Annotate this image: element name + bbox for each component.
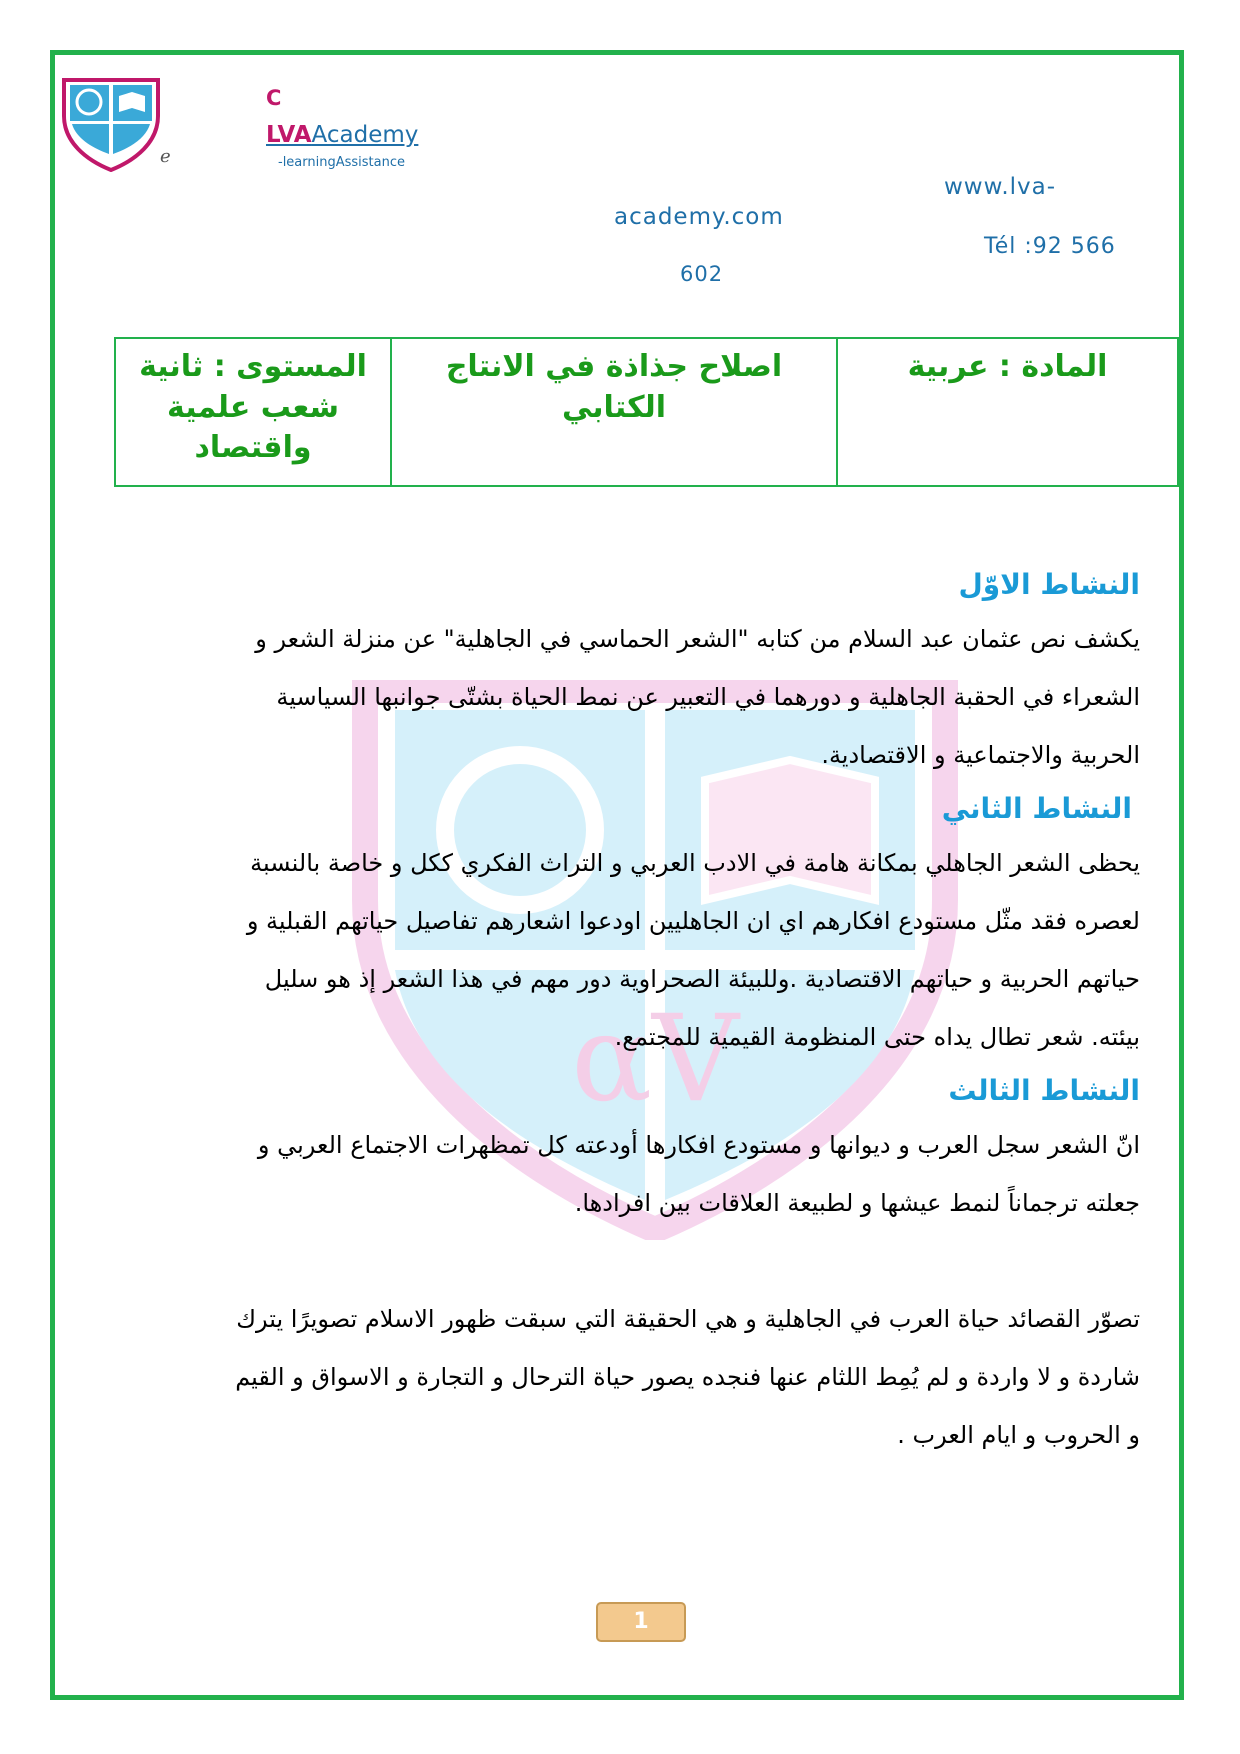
paragraph-line: بيئته. شعر تطال يداه حتى المنظومة القيمية للمجتمع. xyxy=(614,1023,1140,1051)
paragraph-line: تصوّر القصائد حياة العرب في الجاهلية و هي الحقيقة التي سبقت ظهور الاسلام تصويرًا يترك xyxy=(236,1305,1140,1333)
paragraph-line: يحظى الشعر الجاهلي بمكانة هامة في الادب العربي و التراث الفكري ككل و خاصة بالنسبة xyxy=(250,849,1140,877)
closing-paragraph xyxy=(145,1290,1140,1464)
subject-label: المادة : عربية xyxy=(907,349,1108,384)
phone-number: Tél :92 566 xyxy=(984,234,1116,259)
section-3 xyxy=(145,1066,1140,1232)
level-line-2: شعب علمية xyxy=(167,389,339,425)
paragraph-line: الشعراء في الحقبة الجاهلية و دورهما في التعبير عن نمط الحياة بشتّى جوانبها السياسية xyxy=(276,683,1140,711)
level-line-1: المستوى : ثانية xyxy=(139,349,367,384)
logo-letter-e: e xyxy=(160,146,171,167)
brand-tagline: -learningAssistance xyxy=(278,155,405,170)
paragraph-line: جعلته ترجماناً لنمط عيشها و لطبيعة العلاقات بين افرادها. xyxy=(574,1189,1140,1217)
phone-number-suffix: 602 xyxy=(680,262,724,286)
website-line-1[interactable]: www.lva- xyxy=(944,174,1057,200)
level-line-3: واقتصاد xyxy=(194,430,312,465)
section-1 xyxy=(145,560,1140,784)
page-number-badge: 1 xyxy=(596,1602,686,1642)
lva-logo-icon xyxy=(56,76,166,172)
paragraph-line: شاردة و لا واردة و لم يُمِط اللثام عنها فنجده يصور حياة الترحال و التجارة و الاسواق و القيم xyxy=(235,1363,1140,1391)
section-heading: النشاط الثالث xyxy=(948,1074,1140,1107)
section-heading: النشاط الثاني xyxy=(941,792,1132,825)
paragraph-line: لعصره فقد مثّل مستودع افكارهم اي ان الجاهليين اودعوا اشعارهم تفاصيل حياتهم القبلية و xyxy=(246,907,1140,935)
brand-letter: C xyxy=(266,86,282,110)
title-cell xyxy=(391,338,837,486)
paragraph-line: انّ الشعر سجل العرب و ديوانها و مستودع افكارها أودعته كل تمظهرات الاجتماع العربي و xyxy=(257,1131,1140,1159)
paragraph-line: و الحروب و ايام العرب . xyxy=(897,1421,1140,1449)
website-line-2[interactable]: academy.com xyxy=(614,204,784,230)
spacer xyxy=(145,1232,1140,1290)
main-content xyxy=(145,560,1140,1464)
lesson-title: اصلاح جذاذة في الانتاج الكتابي xyxy=(445,349,783,425)
paragraph-line: الحربية والاجتماعية و الاقتصادية. xyxy=(821,741,1140,769)
brand-name-prefix: LVA xyxy=(266,122,312,148)
watermark-letters: αV xyxy=(571,990,739,1129)
section-heading: النشاط الاوّل xyxy=(958,568,1140,601)
section-2 xyxy=(145,784,1140,1066)
paragraph-line: حياتهم الحربية و حياتهم الاقتصادية .وللبيئة الصحراوية دور مهم في هذا الشعر إذ هو سليل xyxy=(264,965,1140,993)
level-cell xyxy=(115,338,391,486)
brand-name-suffix: Academy xyxy=(311,122,419,148)
header-table xyxy=(114,337,1179,487)
subject-cell xyxy=(837,338,1178,486)
brand-name[interactable] xyxy=(266,122,418,148)
paragraph-line: يكشف نص عثمان عبد السلام من كتابه "الشعر الحماسي في الجاهلية" عن منزلة الشعر و xyxy=(255,625,1140,653)
